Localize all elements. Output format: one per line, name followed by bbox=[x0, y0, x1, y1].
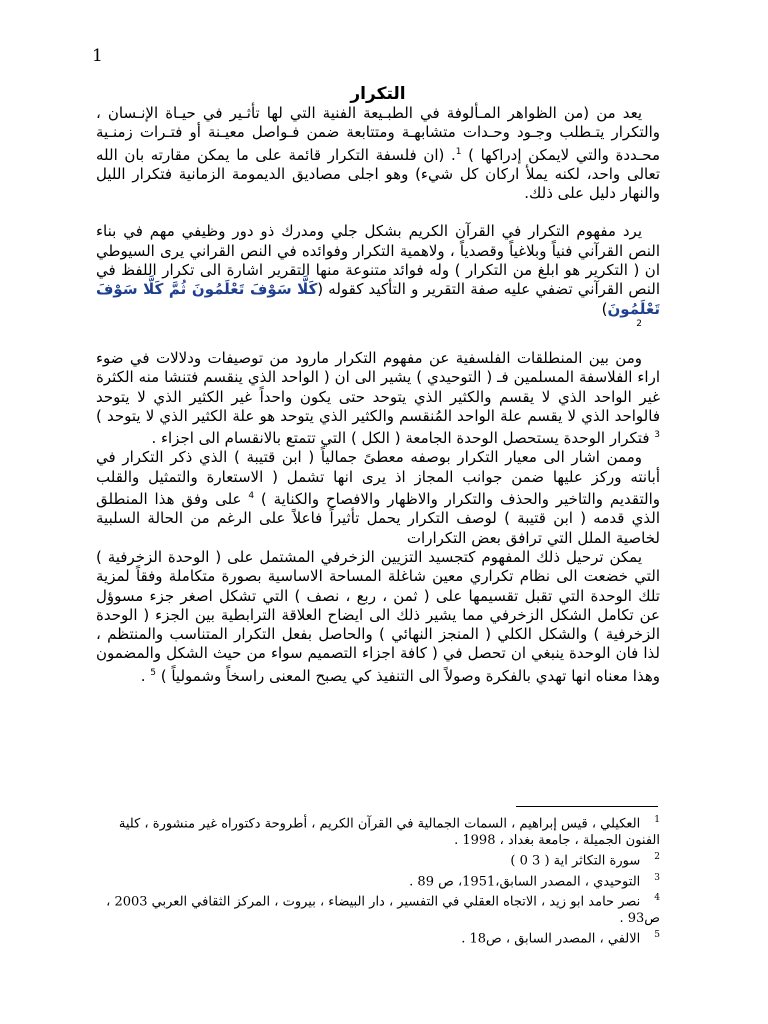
footnote-text: العكيلي ، قيس إبراهيم ، السمات الجمالية في القرآن الكريم ، أطروحة دكتوراه غير منشورة ، كلية الفنون الجميلة ، جامعة بغداد ، 1998 . bbox=[118, 816, 660, 849]
paragraph-text: ومن بين المنطلقات الفلسفية عن مفهوم التكرار مارود من توصيفات ودلالات في ضوء اراء الفلاسفة المسلمين فـ ( التوحيدي ) يشير الى ان ( الواحد الذي ينقسم فتنشا منه الكثرة غير الواحد الذي لا يقسم والكثير الذي يتوحد حتى يكون واحداً غير الكثير الذي لا يتوحد فالواحد الذي لا يقسم علة الواحد المُنقسم والكثير الذي يتوحد هو علة الكثير الذي لا يتوحد ) bbox=[96, 348, 660, 425]
footnote bbox=[96, 849, 660, 869]
paragraph-5 bbox=[96, 548, 660, 686]
paragraph-4 bbox=[96, 448, 660, 547]
footnote-text: نصر حامد ابو زيد ، الاتجاه العقلي في التفسير ، دار البيضاء ، بيروت ، المركز الثقافي العربي 2003 ، ص93 . bbox=[106, 894, 660, 927]
paragraph-text: وممن اشار الى معيار التكرار بوصفه معطىً جمالياً ( ابن قتيبة ) الذي ذكر التكرار في أبانته وركز عليها ضمن جوانب المجاز اذ يرى انها تشمل ( الاستعارة والتمثيل والقلب والتقديم والتاخير والحذف والتكرار والاظهار والافصاح والكناية ) bbox=[96, 448, 660, 509]
paragraph-text: . bbox=[140, 666, 151, 685]
page-number: 1 bbox=[92, 46, 103, 66]
paragraph-text: يرد مفهوم التكرار في القرآن الكريم بشكل جلي ومدرك ذو دور وظيفي مهم في بناء النص القرآني فنياً وبلاغياً وقصدياً ، ولاهمية التكرار وفوائده في النص القراني يرى السيوطي ان ( التكرير هو ابلغ من التكرار ) وله فوائد متنوعة منها التقرير اشارة الى تكرار اللفظ في النص القرآني تضفي عليه صفة التقرير و التأكيد كقوله ( bbox=[96, 222, 661, 299]
paragraph-text: فتكرار الوحدة يستحصل الوحدة الجامعة ( الكل ) التي تتمتع بالانقسام الى اجزاء . bbox=[151, 429, 655, 448]
paragraph-text: ) bbox=[601, 299, 608, 318]
footnote-separator bbox=[516, 806, 658, 807]
paragraph-text: يمكن ترحيل ذلك المفهوم كتجسيد التزيين الزخرفي المشتمل على ( الوحدة الزخرفية ) التي خضعت الى نظام تكراري معين شاغلة المساحة الاساسية بصورة متكاملة وفقاً لمزية تلك الوحدة التي تقبل تقسيمها على ( ثمن ، ربع ، نصف ) التي تشكل اصغر جزء مسوؤل عن تكامل الشكل الزخرفي مما يشير ذلك الى ايضاح العلاقة الترابطية بين الجزء ( الوحدة الزخرفية ) والشكل الكلي ( المنجز النهائي ) والحاصل بفعل التكرار المتناسب والمنتظم ، لذا فان الوحدة ينبغي ان تحصل في ( كافة اجزاء التصميم سواء من حيث الشكل والمضمون وهذا معناه انها تهدي بالفكرة وصولاً الى التنفيذ كي يصبح المعنى راسخاً وشمولياً ) bbox=[96, 547, 660, 685]
paragraph-1 bbox=[96, 104, 660, 203]
footnote bbox=[96, 890, 660, 927]
body-text bbox=[96, 84, 660, 686]
footnote-number: 2 bbox=[654, 852, 660, 863]
footnote-ref[interactable]: 3 bbox=[654, 430, 660, 441]
footnote-number: 1 bbox=[654, 815, 660, 825]
paragraph-text: . (ان فلسفة التكرار قائمة على ما يمكن مقارته بان الله تعالى واحد، لكنه يملأ اركان كل شيء) وهو اجلى مصاديق الديمومة الزمانية فتكرار الليل والنهار دليل على ذلك. bbox=[96, 145, 660, 203]
quran-verse: كَلَّا سَوْفَ تَعْلَمُونَ ثُمَّ كَلَّا سَوْفَ تَعْلَمُونَ bbox=[96, 280, 660, 318]
footnote-text: التوحيدي ، المصدر السابق،1951، ص 89 . bbox=[409, 873, 641, 889]
footnote-number: 4 bbox=[654, 892, 660, 903]
footnote bbox=[96, 870, 660, 890]
footnote bbox=[96, 927, 660, 947]
footnote-ref[interactable]: 5 bbox=[150, 667, 156, 678]
footnote-text: سورة التكاثر اية ( 3 0 ) bbox=[510, 853, 641, 869]
footnote-ref[interactable]: 4 bbox=[248, 491, 255, 502]
footnote-ref[interactable]: 1 bbox=[455, 146, 462, 157]
paragraph-text: يعد من (من الظواهر المـألوفة في الطبـيعة الفنية التي لها تأثـير في حيـاة الإنـسان ، والتكرار يتـطلب وجـود وحـدات متشابهـة ومتتابعة ضمن فـواصل معيـنة أو فتـرات زمنـية محـددة والتي لايمكن إدراكها ) bbox=[96, 104, 661, 164]
footnote-number: 5 bbox=[654, 930, 660, 941]
page-title: التكرار bbox=[350, 84, 406, 104]
footnote-number: 3 bbox=[654, 872, 660, 883]
footnote-ref[interactable]: 2 bbox=[636, 318, 642, 329]
paragraph-3 bbox=[96, 349, 660, 448]
paragraph-2 bbox=[96, 222, 660, 329]
footnote bbox=[96, 812, 660, 849]
footnotes bbox=[96, 812, 660, 948]
footnote-text: الالفي ، المصدر السابق ، ص18 . bbox=[461, 931, 641, 947]
paragraph-text: على وفق هذا المنطلق الذي قدمه ( ابن قتيبة ) لوصف التكرار يحمل تأثيراً فاعلاً على الرغم من الحالة السلبية لخاصية الملل التي ترافق بعض التكرارات bbox=[96, 490, 660, 547]
